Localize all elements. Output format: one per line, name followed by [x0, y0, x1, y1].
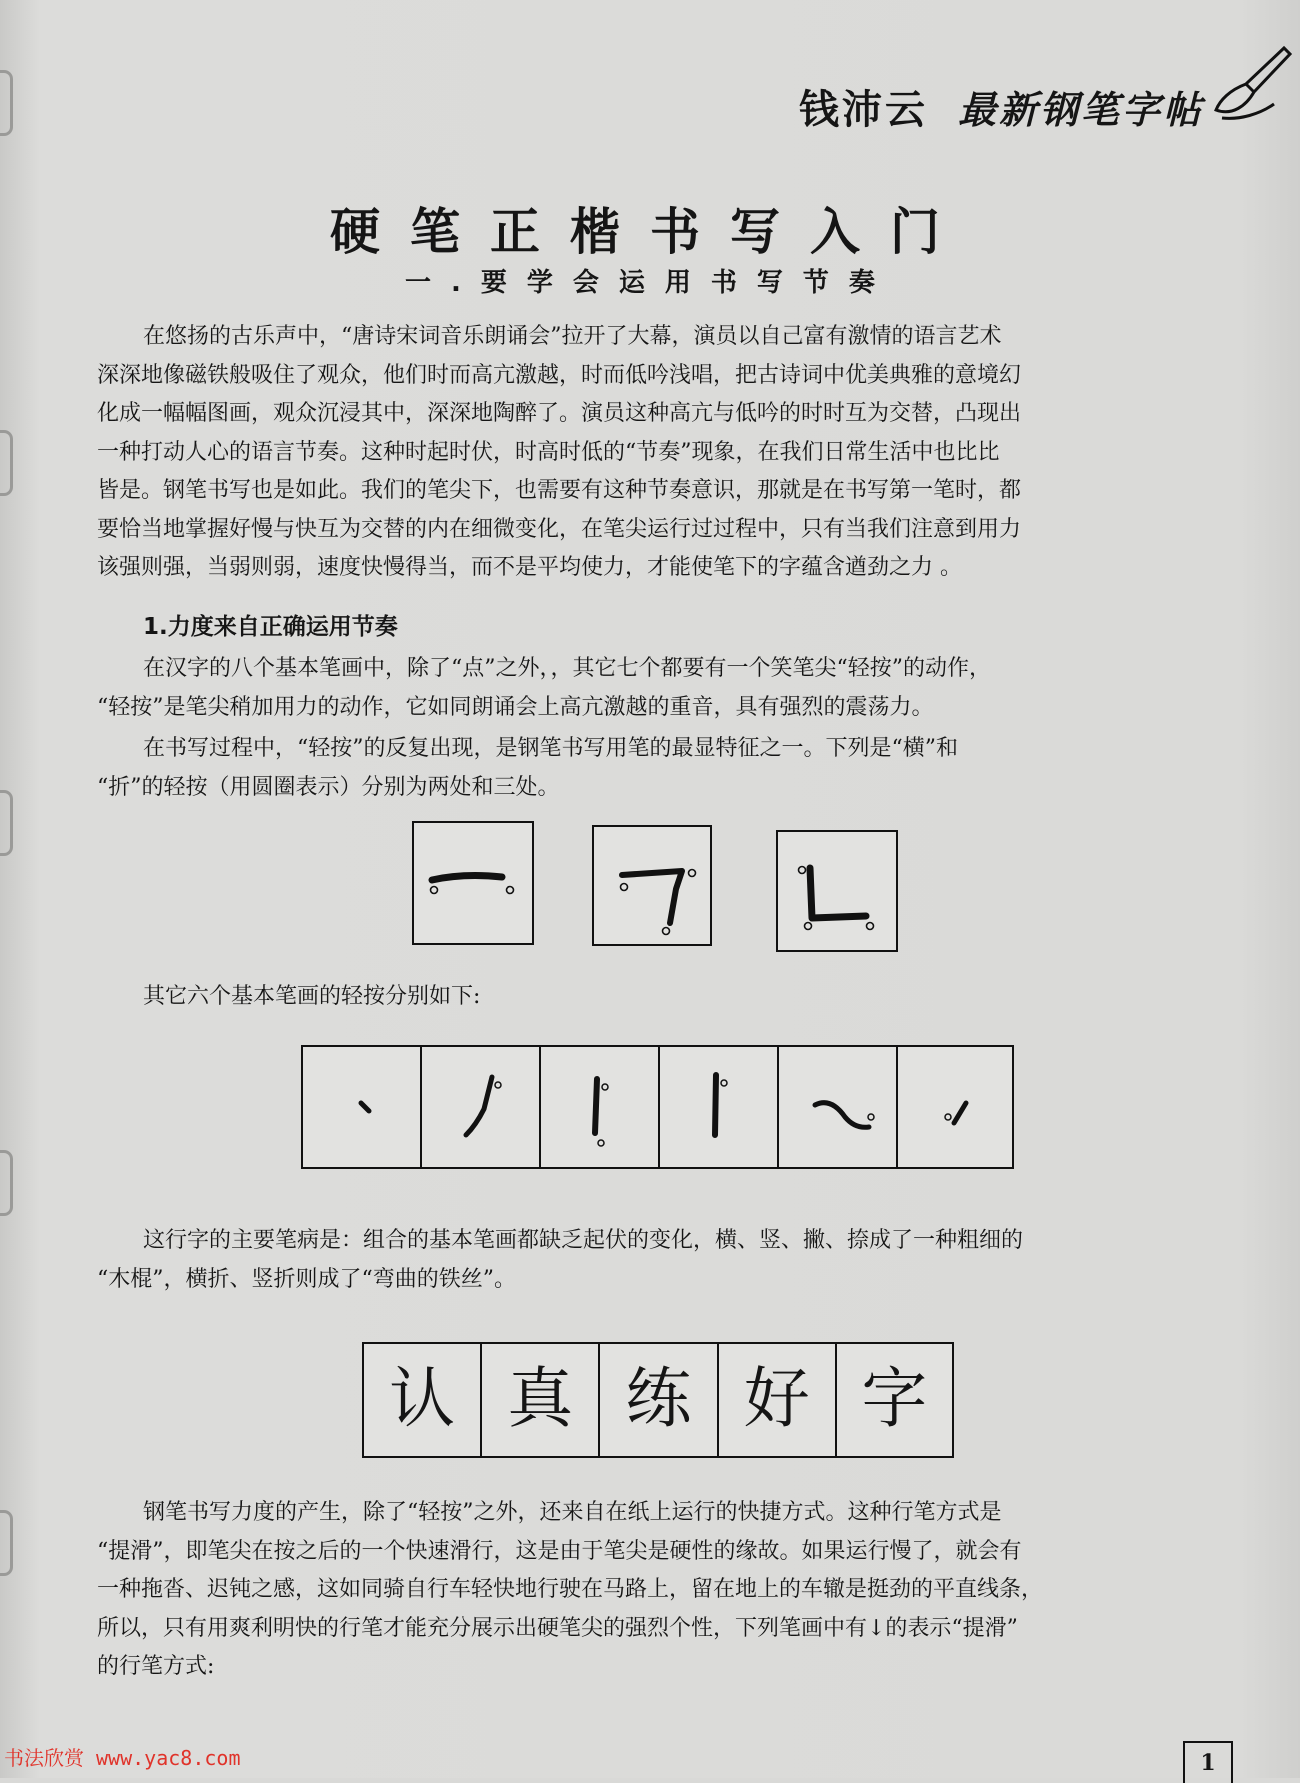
paragraph-glide — [97, 1494, 1212, 1687]
text-line: 化成一幅幅图画，观众沉浸其中，深深地陶醉了。演员这种高亢与低吟的时时互为交替，凸现出 — [97, 401, 1022, 426]
text-line: 该强则强，当弱则弱，速度快慢得当，而不是平均使力，才能使笔下的字蕴含遒劲之力 。 — [97, 555, 962, 580]
intro-paragraph — [97, 318, 1212, 588]
practice-char-cell: 真 — [482, 1344, 600, 1456]
stroke-cell-dot — [303, 1047, 422, 1167]
text-line: 的行笔方式: — [97, 1654, 215, 1679]
paragraph-faults — [97, 1222, 1212, 1299]
pen-icon — [1210, 40, 1294, 124]
text-line: “折”的轻按（用圆圈表示）分别为两处和三处。 — [97, 774, 560, 800]
text-line: 要恰当地掌握好慢与快互为交替的内在细微变化，在笔尖运行过过程中，只有当我们注意到用力 — [97, 516, 1022, 542]
stroke-box-shuzhe — [776, 830, 898, 952]
practice-char-cell: 练 — [600, 1344, 718, 1456]
text-line: 皆是。钢笔书写也是如此。我们的笔尖下，也需要有这种节奏意识，那就是在书写第一笔时，都 — [97, 478, 1022, 503]
running-header — [799, 78, 1204, 135]
binding-ring — [0, 1510, 13, 1576]
stroke-box-heng — [412, 821, 534, 945]
text-line: 在书写过程中，“轻按”的反复出现，是钢笔书写用笔的最显特征之一。下列是“横”和 — [143, 736, 958, 761]
binding-ring — [0, 790, 13, 856]
binding-ring — [0, 430, 13, 496]
text-line: 所以，只有用爽利明快的行笔才能充分展示出硬笔尖的强烈个性，下列笔画中有↓的表示“提滑” — [97, 1615, 1018, 1641]
header-author: 钱沛云 — [798, 86, 928, 133]
stroke-cell-pie — [422, 1047, 541, 1167]
text-line: 在悠扬的古乐声中，“唐诗宋词音乐朗诵会”拉开了大幕，演员以自己富有激情的语言艺术 — [143, 324, 1002, 349]
text-line: “木棍”，横折、竖折则成了“弯曲的铁丝”。 — [97, 1266, 516, 1292]
text-line: 在汉字的八个基本笔画中，除了“点”之外，，其它七个都要有一个笑笔尖“轻按”的动作， — [143, 656, 991, 681]
binding-ring — [0, 1150, 13, 1216]
text-line: “提滑”，即笔尖在按之后的一个快速滑行，这是由于笔尖是硬性的缘故。如果运行慢了，就会有 — [97, 1538, 1022, 1564]
text-line: 深深地像磁铁般吸住了观众，他们时而高亢激越，时而低吟浅唱，把古诗词中优美典雅的意境幻 — [97, 362, 1022, 388]
stroke-cell-na — [779, 1047, 898, 1167]
text-line: “轻按”是笔尖稍加用力的动作，它如同朗诵会上高亢激越的重音，具有强烈的震荡力。 — [97, 694, 934, 720]
text-line: 这行字的主要笔病是：组合的基本笔画都缺乏起伏的变化，横、竖、撇、捺成了一种粗细的 — [143, 1228, 1024, 1253]
section-subtitle: 一.要学会运用书写节奏 — [405, 268, 895, 298]
stroke-cell-shu-2 — [660, 1047, 779, 1167]
six-strokes-row — [301, 1045, 1014, 1169]
binding-ring — [0, 70, 13, 136]
text-line: 一种拖沓、迟钝之感，这如同骑自行车轻快地行驶在马路上，留在地上的车辙是挺劲的平直线条， — [97, 1577, 1044, 1602]
practice-char-cell: 认 — [364, 1344, 482, 1456]
practice-characters-row — [362, 1342, 954, 1458]
section-heading: 1.力度来自正确运用节奏 — [143, 614, 398, 640]
practice-char-cell: 好 — [719, 1344, 837, 1456]
stroke-box-hengzhe — [592, 825, 712, 946]
watermark-url[interactable]: www.yac8.com — [96, 1746, 241, 1770]
page-title: 硬笔正楷书写入门 — [330, 203, 970, 261]
watermark-site-name: 书法欣赏 — [4, 1746, 84, 1770]
paragraph-press-examples — [97, 730, 1212, 807]
paragraph-press — [97, 650, 1212, 727]
stroke-cell-shu — [541, 1047, 660, 1167]
text-line: 钢笔书写力度的产生，除了“轻按”之外，还来自在纸上运行的快捷方式。这种行笔方式是 — [143, 1500, 1002, 1525]
site-watermark — [4, 1742, 241, 1771]
header-series: 最新钢笔字帖 — [957, 87, 1204, 132]
page-number: 1 — [1183, 1741, 1233, 1783]
paragraph-six-strokes: 其它六个基本笔画的轻按分别如下: — [143, 984, 481, 1009]
stroke-cell-ti — [898, 1047, 1015, 1167]
practice-char-cell: 字 — [861, 1360, 928, 1437]
text-line: 一种打动人心的语言节奏。这种时起时伏，时高时低的“节奏”现象，在我们日常生活中也比比 — [97, 439, 1000, 465]
